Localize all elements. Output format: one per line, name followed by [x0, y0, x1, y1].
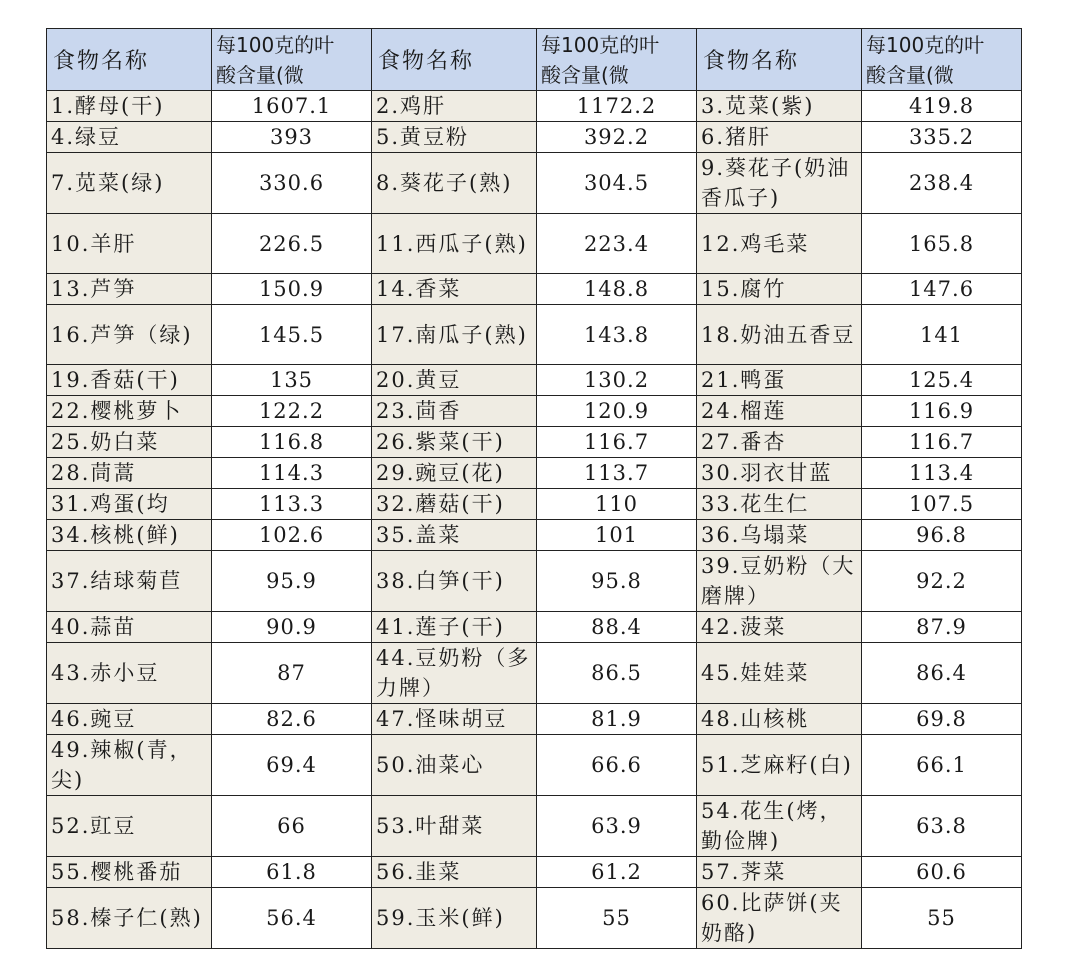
folate-value-cell: 393: [212, 122, 372, 153]
food-name-cell: 39.豆奶粉（大磨牌）: [697, 551, 862, 612]
folate-value-cell: 114.3: [212, 458, 372, 489]
table-row: [47, 857, 1022, 888]
table-row: [47, 274, 1022, 305]
folate-value-cell: 238.4: [862, 153, 1022, 214]
food-name-cell: 23.茴香: [372, 396, 537, 427]
folate-value-cell: 419.8: [862, 91, 1022, 122]
folate-value-cell: 60.6: [862, 857, 1022, 888]
folate-value-cell: 125.4: [862, 365, 1022, 396]
folate-value-cell: 147.6: [862, 274, 1022, 305]
folate-value-cell: 86.4: [862, 643, 1022, 704]
food-name-cell: 14.香菜: [372, 274, 537, 305]
header-folate-value: 每100克的叶 酸含量(微: [212, 29, 372, 91]
food-name-cell: 43.赤小豆: [47, 643, 212, 704]
food-name-cell: 22.樱桃萝卜: [47, 396, 212, 427]
folate-value-cell: 145.5: [212, 305, 372, 365]
food-name-cell: 19.香菇(干): [47, 365, 212, 396]
food-name-cell: 41.莲子(干): [372, 612, 537, 643]
food-name-cell: 18.奶油五香豆: [697, 305, 862, 365]
table-row: [47, 396, 1022, 427]
food-name-cell: 20.黄豆: [372, 365, 537, 396]
table-row: [47, 214, 1022, 274]
folate-value-cell: 1172.2: [537, 91, 697, 122]
folate-table-container: [46, 28, 1022, 949]
folate-value-cell: 56.4: [212, 888, 372, 949]
folate-value-cell: 148.8: [537, 274, 697, 305]
folate-value-cell: 141: [862, 305, 1022, 365]
food-name-cell: 36.乌塌菜: [697, 520, 862, 551]
food-name-cell: 10.羊肝: [47, 214, 212, 274]
table-body: [47, 91, 1022, 949]
folate-value-cell: 63.9: [537, 796, 697, 857]
folate-value-cell: 69.8: [862, 704, 1022, 735]
folate-value-cell: 55: [537, 888, 697, 949]
folate-value-cell: 81.9: [537, 704, 697, 735]
header-folate-value: 每100克的叶 酸含量(微: [537, 29, 697, 91]
food-name-cell: 48.山核桃: [697, 704, 862, 735]
food-name-cell: 1.酵母(干): [47, 91, 212, 122]
food-name-cell: 6.猪肝: [697, 122, 862, 153]
food-name-cell: 7.苋菜(绿): [47, 153, 212, 214]
folate-value-cell: 86.5: [537, 643, 697, 704]
table-row: [47, 489, 1022, 520]
food-name-cell: 15.腐竹: [697, 274, 862, 305]
folate-value-cell: 116.7: [862, 427, 1022, 458]
food-name-cell: 3.苋菜(紫): [697, 91, 862, 122]
folate-value-cell: 87.9: [862, 612, 1022, 643]
food-name-cell: 53.叶甜菜: [372, 796, 537, 857]
food-name-cell: 17.南瓜子(熟): [372, 305, 537, 365]
folate-value-cell: 150.9: [212, 274, 372, 305]
table-row: [47, 91, 1022, 122]
folate-value-cell: 66.6: [537, 735, 697, 796]
folate-value-cell: 92.2: [862, 551, 1022, 612]
folate-value-cell: 1607.1: [212, 91, 372, 122]
folate-value-cell: 120.9: [537, 396, 697, 427]
folate-value-cell: 143.8: [537, 305, 697, 365]
header-food-name: 食物名称: [47, 29, 212, 91]
food-name-cell: 4.绿豆: [47, 122, 212, 153]
folate-value-cell: 122.2: [212, 396, 372, 427]
folate-value-cell: 113.7: [537, 458, 697, 489]
food-name-cell: 16.芦笋（绿): [47, 305, 212, 365]
food-name-cell: 60.比萨饼(夹奶酪): [697, 888, 862, 949]
table-row: [47, 888, 1022, 949]
food-name-cell: 28.茼蒿: [47, 458, 212, 489]
folate-value-cell: 95.8: [537, 551, 697, 612]
folate-value-cell: 101: [537, 520, 697, 551]
folate-value-cell: 135: [212, 365, 372, 396]
folate-value-cell: 107.5: [862, 489, 1022, 520]
folate-value-cell: 330.6: [212, 153, 372, 214]
folate-value-cell: 113.3: [212, 489, 372, 520]
food-name-cell: 50.油菜心: [372, 735, 537, 796]
folate-content-table: [46, 28, 1022, 949]
table-row: [47, 520, 1022, 551]
food-name-cell: 51.芝麻籽(白): [697, 735, 862, 796]
folate-value-cell: 116.7: [537, 427, 697, 458]
food-name-cell: 8.葵花子(熟): [372, 153, 537, 214]
table-row: [47, 551, 1022, 612]
folate-value-cell: 88.4: [537, 612, 697, 643]
food-name-cell: 47.怪味胡豆: [372, 704, 537, 735]
food-name-cell: 27.番杏: [697, 427, 862, 458]
table-row: [47, 735, 1022, 796]
folate-value-cell: 69.4: [212, 735, 372, 796]
table-header-row: [47, 29, 1022, 91]
folate-value-cell: 335.2: [862, 122, 1022, 153]
food-name-cell: 25.奶白菜: [47, 427, 212, 458]
folate-value-cell: 165.8: [862, 214, 1022, 274]
food-name-cell: 56.韭菜: [372, 857, 537, 888]
food-name-cell: 34.核桃(鲜): [47, 520, 212, 551]
table-row: [47, 305, 1022, 365]
food-name-cell: 52.豇豆: [47, 796, 212, 857]
food-name-cell: 26.紫菜(干): [372, 427, 537, 458]
food-name-cell: 33.花生仁: [697, 489, 862, 520]
folate-value-cell: 116.9: [862, 396, 1022, 427]
folate-value-cell: 66.1: [862, 735, 1022, 796]
table-row: [47, 365, 1022, 396]
folate-value-cell: 130.2: [537, 365, 697, 396]
food-name-cell: 44.豆奶粉（多力牌）: [372, 643, 537, 704]
food-name-cell: 55.樱桃番茄: [47, 857, 212, 888]
table-row: [47, 153, 1022, 214]
header-folate-value: 每100克的叶 酸含量(微: [862, 29, 1022, 91]
folate-value-cell: 63.8: [862, 796, 1022, 857]
folate-value-cell: 116.8: [212, 427, 372, 458]
folate-value-cell: 226.5: [212, 214, 372, 274]
table-row: [47, 612, 1022, 643]
header-food-name: 食物名称: [697, 29, 862, 91]
food-name-cell: 24.榴莲: [697, 396, 862, 427]
food-name-cell: 40.蒜苗: [47, 612, 212, 643]
table-row: [47, 458, 1022, 489]
food-name-cell: 37.结球菊苣: [47, 551, 212, 612]
food-name-cell: 58.榛子仁(熟): [47, 888, 212, 949]
table-row: [47, 643, 1022, 704]
folate-value-cell: 87: [212, 643, 372, 704]
header-food-name: 食物名称: [372, 29, 537, 91]
food-name-cell: 11.西瓜子(熟): [372, 214, 537, 274]
table-row: [47, 427, 1022, 458]
food-name-cell: 2.鸡肝: [372, 91, 537, 122]
folate-value-cell: 223.4: [537, 214, 697, 274]
food-name-cell: 9.葵花子(奶油香瓜子): [697, 153, 862, 214]
food-name-cell: 32.蘑菇(干): [372, 489, 537, 520]
food-name-cell: 31.鸡蛋(均: [47, 489, 212, 520]
food-name-cell: 45.娃娃菜: [697, 643, 862, 704]
table-row: [47, 122, 1022, 153]
food-name-cell: 35.盖菜: [372, 520, 537, 551]
folate-value-cell: 95.9: [212, 551, 372, 612]
food-name-cell: 30.羽衣甘蓝: [697, 458, 862, 489]
food-name-cell: 13.芦笋: [47, 274, 212, 305]
table-row: [47, 704, 1022, 735]
food-name-cell: 12.鸡毛菜: [697, 214, 862, 274]
food-name-cell: 5.黄豆粉: [372, 122, 537, 153]
food-name-cell: 49.辣椒(青，尖): [47, 735, 212, 796]
food-name-cell: 59.玉米(鲜): [372, 888, 537, 949]
food-name-cell: 57.荠菜: [697, 857, 862, 888]
food-name-cell: 46.豌豆: [47, 704, 212, 735]
folate-value-cell: 110: [537, 489, 697, 520]
food-name-cell: 29.豌豆(花): [372, 458, 537, 489]
folate-value-cell: 113.4: [862, 458, 1022, 489]
food-name-cell: 21.鸭蛋: [697, 365, 862, 396]
folate-value-cell: 102.6: [212, 520, 372, 551]
folate-value-cell: 304.5: [537, 153, 697, 214]
folate-value-cell: 61.2: [537, 857, 697, 888]
food-name-cell: 42.菠菜: [697, 612, 862, 643]
table-row: [47, 796, 1022, 857]
folate-value-cell: 55: [862, 888, 1022, 949]
folate-value-cell: 90.9: [212, 612, 372, 643]
folate-value-cell: 96.8: [862, 520, 1022, 551]
food-name-cell: 38.白笋(干): [372, 551, 537, 612]
food-name-cell: 54.花生(烤，勤俭牌): [697, 796, 862, 857]
folate-value-cell: 66: [212, 796, 372, 857]
folate-value-cell: 61.8: [212, 857, 372, 888]
folate-value-cell: 392.2: [537, 122, 697, 153]
folate-value-cell: 82.6: [212, 704, 372, 735]
